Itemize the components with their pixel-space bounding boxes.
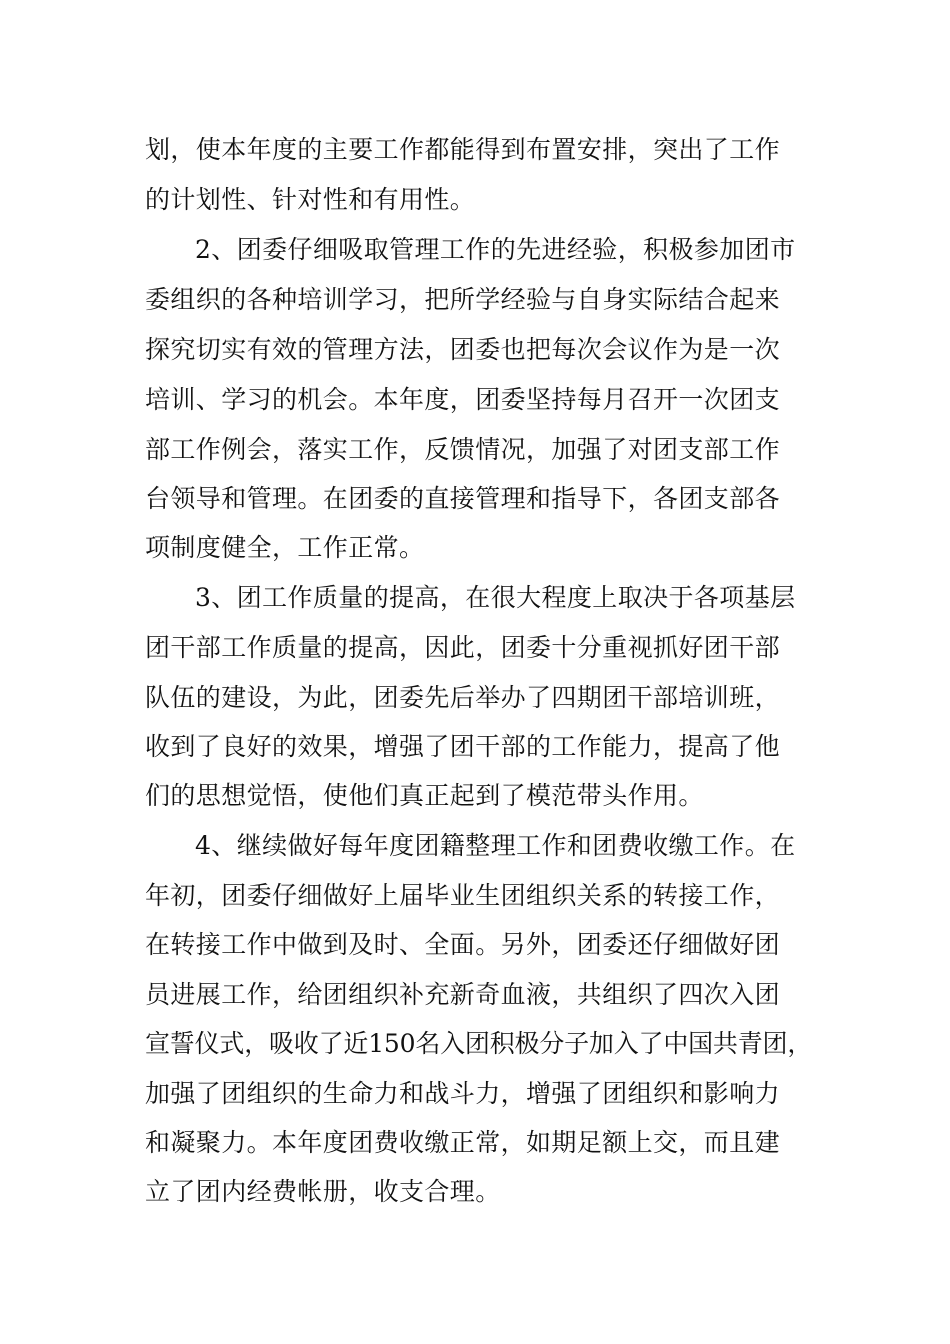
text-line: 部工作例会，落实工作，反馈情况，加强了对团支部工作 [145, 435, 781, 464]
text-line: 加强了团组织的生命力和战斗力，增强了团组织和影响力 [145, 1079, 781, 1108]
paragraph-2-start: 2、团委仔细吸取管理工作的先进经验，积极参加团市 [195, 235, 796, 264]
text-line: 委组织的各种培训学习，把所学经验与自身实际结合起来 [145, 285, 781, 314]
text-line: 在转接工作中做到及时、全面。另外，团委还仔细做好团 [145, 930, 781, 959]
text-line: 们的思想觉悟，使他们真正起到了模范带头作用。 [145, 781, 704, 810]
text-line: 收到了良好的效果，增强了团干部的工作能力，提高了他 [145, 732, 781, 761]
paragraph-4-start: 4、继续做好每年度团籍整理工作和团费收缴工作。在 [195, 831, 796, 860]
text-line: 年初，团委仔细做好上届毕业生团组织关系的转接工作， [145, 881, 781, 910]
text-line: 划，使本年度的主要工作都能得到布置安排，突出了工作 [145, 135, 781, 164]
text-line: 团干部工作质量的提高，因此，团委十分重视抓好团干部 [145, 633, 781, 662]
text-line: 队伍的建设，为此，团委先后举办了四期团干部培训班， [145, 683, 781, 712]
text-line: 台领导和管理。在团委的直接管理和指导下，各团支部各 [145, 484, 781, 513]
text-line: 立了团内经费帐册，收支合理。 [145, 1177, 501, 1206]
text-line: 宣誓仪式，吸收了近150名入团积极分子加入了中国共青团， [145, 1029, 813, 1058]
text-line: 项制度健全，工作正常。 [145, 533, 425, 562]
paragraph-3-start: 3、团工作质量的提高，在很大程度上取决于各项基层 [195, 583, 796, 612]
text-line: 探究切实有效的管理方法，团委也把每次会议作为是一次 [145, 335, 781, 364]
text-line: 和凝聚力。本年度团费收缴正常，如期足额上交，而且建 [145, 1128, 781, 1157]
text-line: 培训、学习的机会。本年度，团委坚持每月召开一次团支 [145, 385, 781, 414]
text-line: 员进展工作，给团组织补充新奇血液，共组织了四次入团 [145, 980, 781, 1009]
text-line: 的计划性、针对性和有用性。 [145, 185, 476, 214]
